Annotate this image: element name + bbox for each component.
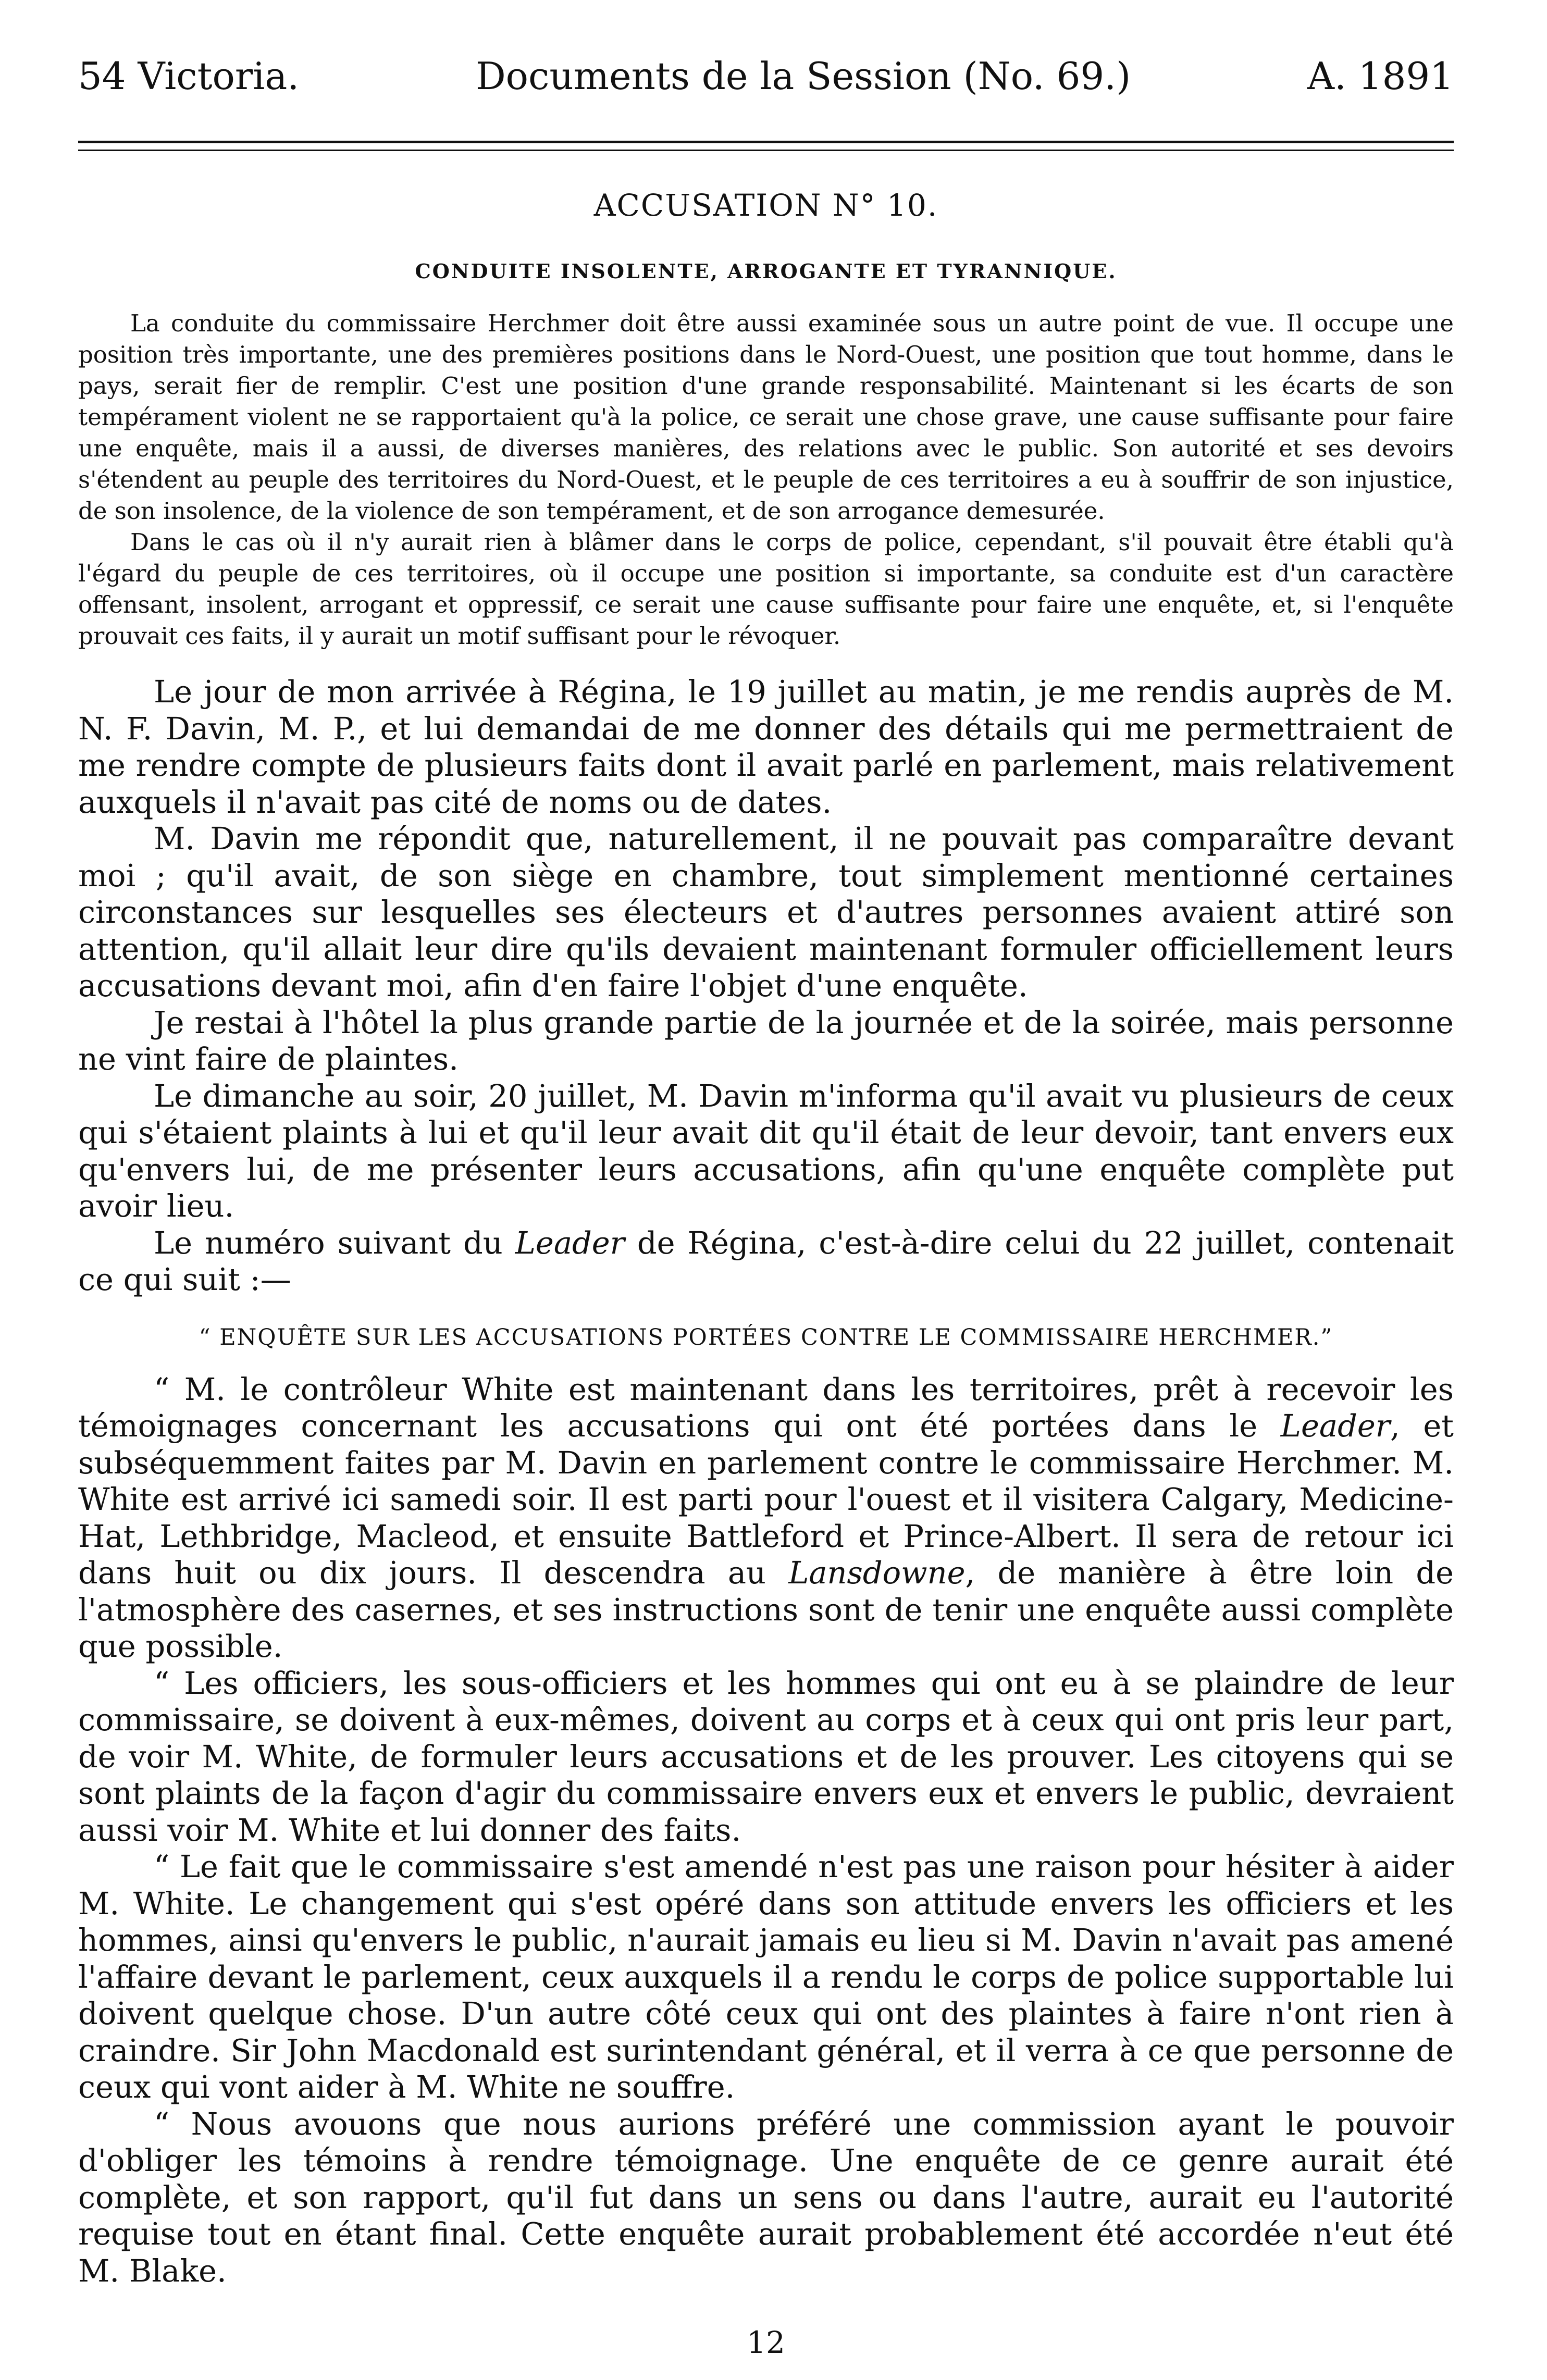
header-right: A. 1891	[1307, 54, 1454, 98]
quote-text	[78, 1371, 1454, 2290]
quote-paragraph: “ Nous avouons que nous aurions préféré une commission ayant le pouvoir d'obliger les témoins à rendre témoignage. Une enquête de ce genre aurait été complète, et son rapport, qu'il fut dans un sens ou dans l'autre, aurait eu l'autorité requise tout en étant final. Cette enquête aurait probablement été accordée n'eut été M. Blake.	[78, 2105, 1454, 2289]
running-header	[78, 54, 1454, 109]
header-center: Documents de la Session (No. 69.)	[475, 54, 1131, 98]
intro-paragraph: La conduite du commissaire Herchmer doit être aussi examinée sous un autre point de vue. Il occupe une position très importante, une des premières positions dans le Nord-Ouest, une position que tout homme, dans le pays, serait fier de remplir. C'est une position d'une grande responsabilité. Maintenant si les écarts de son tempérament violent ne se rapportaient qu'à la police, ce serait une chose grave, une cause suffisante pour faire une enquête, mais il a aussi, de diverses manières, des relations avec le public. Son autorité et ses devoirs s'étendent au peuple des territoires du Nord-Ouest, et le peuple de ces territoires a eu à souffrir de son injustice, de son insolence, de la violence de son tempérament, et de son arrogance demesurée.	[78, 309, 1454, 525]
body-paragraph: M. Davin me répondit que, naturellement, il ne pouvait pas comparaître devant moi ; qu'il avait, de son siège en chambre, tout simplement mentionné certaines circonstances sur lesquelles ses électeurs et d'autres personnes avaient attiré son attention, qu'il allait leur dire qu'ils devaient maintenant formuler officiellement leurs accusations devant moi, afin d'en faire l'objet d'une enquête.	[78, 821, 1454, 1003]
header-left: 54 Victoria.	[78, 54, 300, 98]
section-subtitle: CONDUITE INSOLENTE, ARROGANTE ET TYRANNIQUE.	[415, 259, 1117, 283]
section-title: ACCUSATION N° 10.	[593, 188, 938, 223]
page-number: 12	[747, 2325, 785, 2360]
quote-text-b: , et subséquemment faites par M. Davin en parlement contre le commissaire Herchmer. M. White est arrivé ici samedi soir. Il est parti pour l'ouest et il visitera Calgary, Medicine-Hat, Lethbridge, Macleod, et ensuite Battleford et Prince-Albert. Il sera de retour ici dans huit ou dix jours. Il descendra au	[78, 1408, 1454, 1591]
leader-text-before: Le numéro suivant du	[154, 1224, 515, 1261]
body-paragraph: Le dimanche au soir, 20 juillet, M. Davin m'informa qu'il avait vu plusieurs de ceux qui s'étaient plaints à lui et qu'il leur avait dit qu'il était de leur devoir, tant envers eux qu'envers lui, de me présenter leurs accusations, afin qu'une enquête complète put avoir lieu.	[78, 1077, 1454, 1224]
quote-paragraph	[78, 1371, 1454, 1665]
header-rule	[78, 141, 1454, 151]
quote-text-a: “ M. le contrôleur White est maintenant dans les territoires, prêt à recevoir les témoignages concernant les accusations qui ont été portées dans le	[78, 1371, 1454, 1444]
document-page	[78, 54, 1454, 2371]
quote-italic-lansdowne: Lansdowne	[788, 1555, 966, 1591]
body-paragraph-leader	[78, 1225, 1454, 1298]
body-paragraph: Je restai à l'hôtel la plus grande partie de la journée et de la soirée, mais personne ne vint faire de plaintes.	[78, 1004, 1454, 1077]
body-text	[78, 674, 1454, 1298]
quote-text-c: , de manière à être loin de l'atmosphère des casernes, et ses instructions sont de tenir une enquête aussi complète que possible.	[78, 1555, 1454, 1664]
quote-heading: “ ENQUÊTE SUR LES ACCUSATIONS PORTÉES CONTRE LE COMMISSAIRE HERCHMER.”	[199, 1324, 1333, 1350]
leader-text-after: de Régina, c'est-à-dire celui du 22 juillet, contenait ce qui suit :—	[78, 1224, 1454, 1297]
intro-text	[78, 308, 1454, 652]
intro-paragraph: Dans le cas où il n'y aurait rien à blâmer dans le corps de police, cependant, s'il pouvait être établi qu'à l'égard du peuple de ces territoires, où il occupe une position si importante, sa conduite est d'un caractère offensant, insolent, arrogant et oppressif, ce serait une cause suffisante pour faire une enquête, et, si l'enquête prouvait ces faits, il y aurait un motif suffisant pour le révoquer.	[78, 528, 1454, 650]
quote-italic-leader: Leader	[1280, 1408, 1390, 1444]
leader-italic: Leader	[515, 1224, 625, 1261]
quote-paragraph: “ Les officiers, les sous-officiers et les hommes qui ont eu à se plaindre de leur commissaire, se doivent à eux-mêmes, doivent au corps et à ceux qui ont pris leur part, de voir M. White, de formuler leurs accusations et de les prouver. Les citoyens qui se sont plaints de la façon d'agir du commissaire envers eux et envers le public, devraient aussi voir M. White et lui donner des faits.	[78, 1665, 1454, 1848]
body-paragraph: Le jour de mon arrivée à Régina, le 19 juillet au matin, je me rendis auprès de M. N. F. Davin, M. P., et lui demandai de me donner des détails qui me permettraient de me rendre compte de plusieurs faits dont il avait parlé en parlement, mais relativement auxquels il n'avait pas cité de noms ou de dates.	[78, 674, 1454, 820]
quote-paragraph: “ Le fait que le commissaire s'est amendé n'est pas une raison pour hésiter à aider M. White. Le changement qui s'est opéré dans son attitude envers les officiers et les hommes, ainsi qu'envers le public, n'aurait jamais eu lieu si M. Davin n'avait pas amené l'affaire devant le parlement, ceux auxquels il a rendu le corps de police supportable lui doivent quelque chose. D'un autre côté ceux qui ont des plaintes à faire n'ont rien à craindre. Sir John Macdonald est surintendant général, et il verra à ce que personne de ceux qui vont aider à M. White ne souffre.	[78, 1849, 1454, 2105]
